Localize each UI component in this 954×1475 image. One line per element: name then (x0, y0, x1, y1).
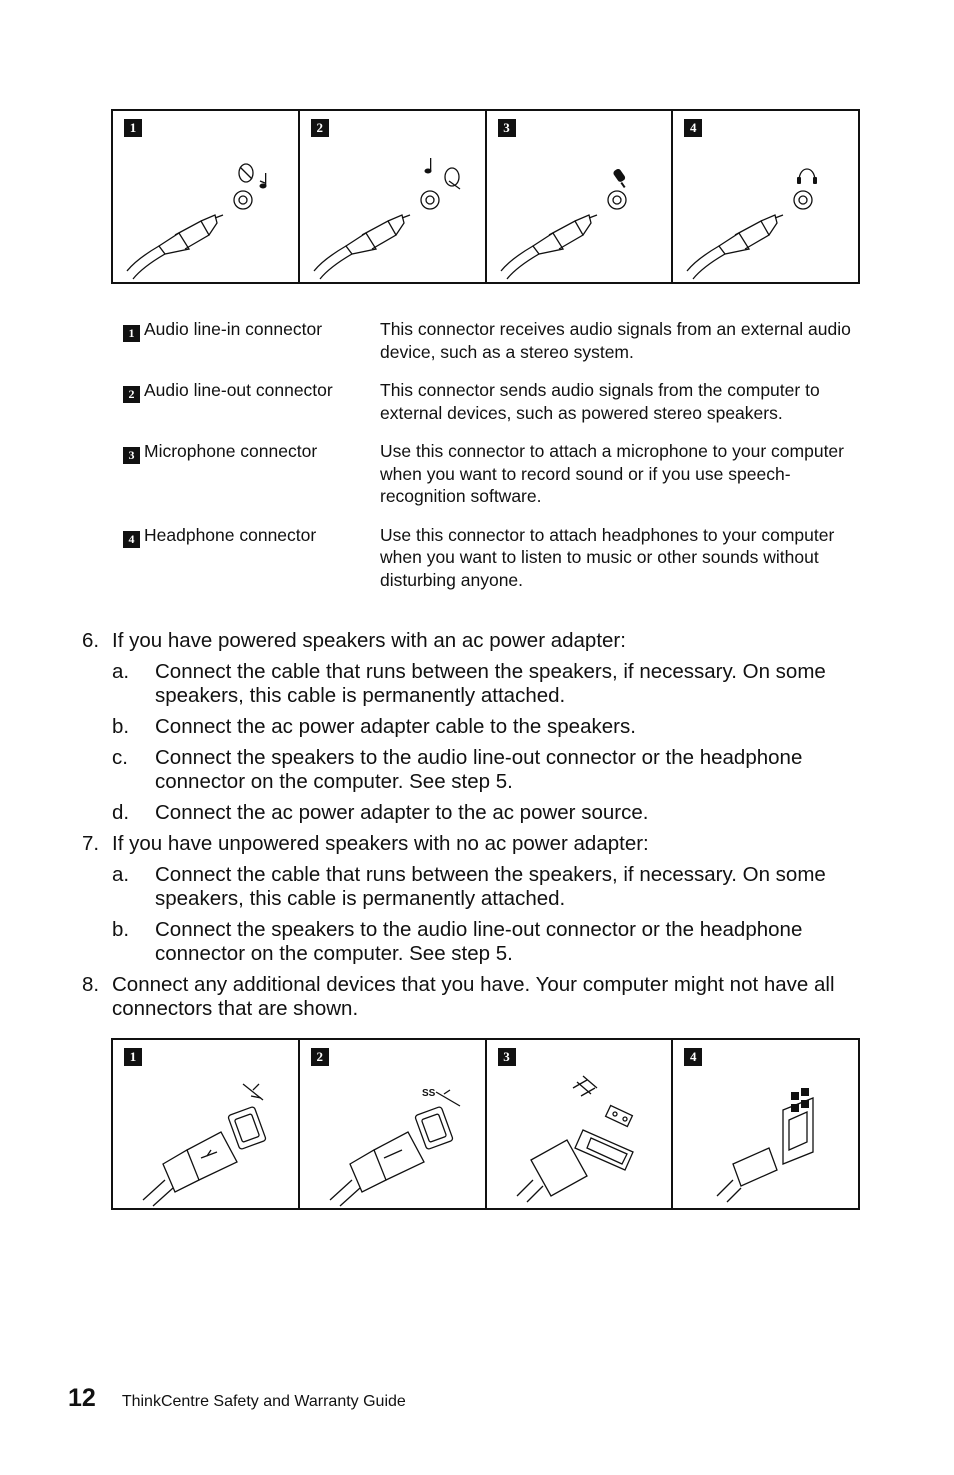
legend-description: This connector sends audio signals from the computer to external devices, such as powered stereo speakers. (380, 380, 820, 423)
substep-letter: a. (112, 863, 130, 886)
audio-panel-2 (300, 111, 487, 282)
legend-badge: 3 (123, 447, 140, 464)
substep-text: Connect the cable that runs between the speakers, if necessary. On some speakers, this cable is permanently attached. (155, 660, 826, 707)
audio-panel-4 (673, 111, 858, 282)
substep-text: Connect the speakers to the audio line-out connector or the headphone connector on the computer. See step 5. (155, 746, 803, 793)
legend-description: Use this connector to attach a microphone to your computer when you want to record sound or if you use speech-recognition software. (380, 441, 844, 506)
legend-row (123, 318, 858, 363)
substep-letter: b. (112, 715, 130, 738)
substep-text: Connect the speakers to the audio line-out connector or the headphone connector on the computer. See step 5. (155, 918, 803, 965)
usb-icon (113, 1040, 299, 1208)
panel-badge: 1 (124, 119, 142, 137)
step-number: 6. (82, 629, 100, 652)
substep-letter: a. (112, 660, 130, 683)
substep (112, 801, 862, 825)
step-number: 7. (82, 832, 100, 855)
panel-badge: 2 (311, 1048, 329, 1066)
legend-row (123, 440, 858, 508)
instruction-steps (82, 629, 862, 1028)
audio-panel-3 (487, 111, 674, 282)
panel-badge: 4 (684, 119, 702, 137)
legend-term: Microphone connector (144, 441, 318, 461)
substep-text: Connect the ac power adapter to the ac power source. (155, 801, 649, 824)
substep (112, 863, 862, 911)
step-8 (82, 973, 862, 1021)
page-footer (68, 1384, 406, 1413)
panel-badge: 3 (498, 119, 516, 137)
legend-badge: 4 (123, 531, 140, 548)
step-6 (82, 629, 862, 825)
legend-badge: 1 (123, 325, 140, 342)
headphone-icon (673, 111, 859, 283)
substep (112, 660, 862, 708)
substep (112, 918, 862, 966)
panel-badge: 1 (124, 1048, 142, 1066)
step-text: If you have unpowered speakers with no ac power adapter: (112, 832, 649, 855)
microphone-icon (487, 111, 673, 283)
step-text: Connect any additional devices that you have. Your computer might not have all connectors that are shown. (112, 973, 835, 1020)
panel-badge: 4 (684, 1048, 702, 1066)
substep-letter: d. (112, 801, 130, 824)
legend-description: This connector receives audio signals from an external audio device, such as a stereo system. (380, 319, 851, 362)
svg-text:SS: SS (421, 1088, 436, 1099)
legend-badge: 2 (123, 386, 140, 403)
legend-term: Headphone connector (144, 524, 317, 545)
substep-text: Connect the cable that runs between the speakers, if necessary. On some speakers, this cable is permanently attached. (155, 863, 826, 910)
device-panel-2 (300, 1040, 487, 1208)
guide-title: ThinkCentre Safety and Warranty Guide (121, 1393, 406, 1410)
legend-row (123, 379, 858, 424)
page-number: 12 (68, 1384, 96, 1412)
audio-line-in-icon (113, 111, 299, 283)
connector-legend (123, 318, 858, 607)
device-panel-4 (673, 1040, 858, 1208)
step-text: If you have powered speakers with an ac power adapter: (112, 629, 626, 652)
step-7 (82, 832, 862, 966)
audio-panel-1 (113, 111, 300, 282)
substep (112, 746, 862, 794)
legend-term: Audio line-out connector (144, 380, 333, 400)
device-panel-3 (487, 1040, 674, 1208)
legend-description: Use this connector to attach headphones to your computer when you want to listen to music or other sounds without disturbing anyone. (380, 524, 835, 590)
serial-port-icon (487, 1040, 673, 1208)
step-number: 8. (82, 973, 100, 996)
substep (112, 715, 862, 739)
substep-letter: c. (112, 746, 128, 769)
usb-3-icon (300, 1040, 486, 1208)
audio-connectors-figure (111, 109, 860, 284)
device-panel-1 (113, 1040, 300, 1208)
legend-row (123, 524, 858, 592)
panel-badge: 3 (498, 1048, 516, 1066)
device-connectors-figure (111, 1038, 860, 1210)
legend-term: Audio line-in connector (144, 319, 323, 339)
substep-letter: b. (112, 918, 130, 941)
substep-text: Connect the ac power adapter cable to the speakers. (155, 715, 636, 738)
audio-line-out-icon (300, 111, 486, 283)
ethernet-icon (673, 1040, 859, 1208)
panel-badge: 2 (311, 119, 329, 137)
